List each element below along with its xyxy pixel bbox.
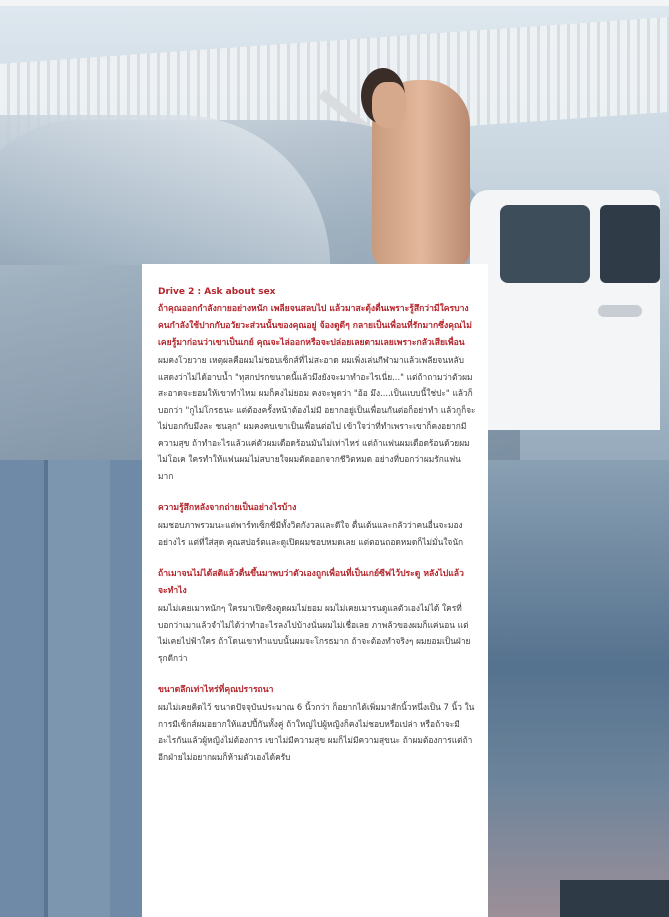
right-reflection (488, 460, 669, 917)
left-reflection (0, 460, 142, 917)
bottom-right-shadow (560, 880, 669, 917)
question-2: ความรู้สึกหลังจากถ่ายเป็นอย่างไรบ้าง (158, 503, 297, 513)
top-edge (0, 0, 669, 6)
question-3: ถ้าเมาจนไม่ได้สติแล้วตื่นขึ้นมาพบว่าตัวเองถูกเพื่อนที่เป็นเกย์ซีฟไว้ประดู หลังไปแล้ว จะทำไง (158, 569, 464, 596)
answer-2: ผมชอบภาพรวมนะแต่พาร์ทเซ็กซี่มีทั้งวิตกังวลและดีใจ ตื่นเต้นและกลัวว่าคนอื่นจะมองอย่างไร แต่ที่ใส่สุด คุณสปอร์ตและดูเปิดผมชอบหมดเลย แต่ตอนถอดหมดก็ไม่มั่นใจนัก (158, 520, 464, 547)
question-1: ถ้าคุณออกกำลังกายอย่างหนัก เพลียจนสลบไป แล้วมาสะดุ้งตื่นเพราะรู้สึกว่ามีใครบางคนกำลังใช้ปากกับอวัยวะส่วนนั้นของคุณอยู่ จ้องดูดีๆ กลายเป็นเพื่อนที่รักมากซึ่งคุณไม่เคยรู้มาก่อนว่าเขาเป็นเกย์ คุณจะไล่ออกหรือจะปล่อยเลยตามเลยเพราะกลัวเสียเพื่อน (158, 304, 472, 348)
truck-window (500, 205, 590, 283)
answer-3: ผมไม่เคยเมาหนักๆ ใครมาเปิดซิงตูดผมไม่ยอม ผมไม่เคยเมารนดูแลตัวเองไม่ได้ ใครที่บอกว่าเมาแล้วจำไม่ได้ว่าทำอะไรลงไปบ้างนั่นผมไม่เชื่อเลย ภาพล้วของผมก็แค่นอน แต่ไม่เคยไปฟ้าใคร ถ้าโดนเขาทำแบบนั้นผมจะโกรธมาก ถ้าจะต้องทำจริงๆ ผมยอมเป็นฝ่ายรุกดีกว่า (158, 603, 471, 663)
question-4: ขนาดลึกเท่าไหร่ที่คุณปรารถนา (158, 685, 274, 695)
truck-door-handle (598, 305, 642, 317)
answer-1: ผมคงโวยวาย เหตุผลคือผมไม่ชอบเซ็กส์ที่ไม่สะอาด ผมเพิ่งเล่นกีฬามาแล้วเพลียจนหลับ แสดงว่าไม่ได้อาบน้ำ "ทุสกปรกขนาดนี้แล้วมึงยังจะมาทำอะไรเนี่ย..." แต่ถ้าถามว่าตัวผมสะอาดจะยอมให้เขาทำไหม ผมก็คงไม่ยอม คงจะพูดว่า "อ้อ มึง....เป็นแบบนี้ใช่ปะ" แล้วก็บอกว่า "กูไม่โกรธนะ แต่ต้องครั้งหน้าต้องไม่มี อยากอยู่เป็นเพื่อนกันต่อก็อย่าทำ แล้วกูก็จะไม่บอกกับมึงละ ชนลุก" ผมคงคบเขาเป็นเพื่อนต่อไป เข้าใจว่าที่ทำเพราะเขาก็คงอยากมีความสุข ถ้าทำอะไรแล้วแค่ตัวผมเดือดร้อนมันไม่เท่าไหร่ แต่ถ้าแฟนผมเดือดร้อนด้วยผมไม่โอเค ใครทำให้แฟนผมไม่สบายใจผมตัดออกจากชีวิตหมด อย่างที่บอกว่าผมรักแฟนมาก (158, 355, 476, 481)
model-face (372, 82, 406, 128)
article-body (158, 284, 476, 765)
section-title: Drive 2 : Ask about sex (158, 287, 276, 297)
answer-4: ผมไม่เคยคิดไว้ ขนาดปัจจุบันประมาณ 6 นิ้วกว่า ก็อยากได้เพิ่มมาสักนิ้วหนึ่งเป็น 7 นิ้ว ในการมีเซ็กส์ผมอยากให้แฮปปี้กันทั้งคู่ ถ้าใหญ่ไปผู้หญิงก็คงไม่ชอบหรือเปล่า หรือถ้าจะมีอะไรกันแล้วผู้หญิงไม่ต้องการ เขาไม่มีความสุข ผมก็ไม่มีความสุขนะ ถ้าผมต้องการแต่ถ้าอีกฝ่ายไม่อยากผมก็ห้ามตัวเองได้ครับ (158, 702, 475, 762)
truck-window (600, 205, 660, 283)
